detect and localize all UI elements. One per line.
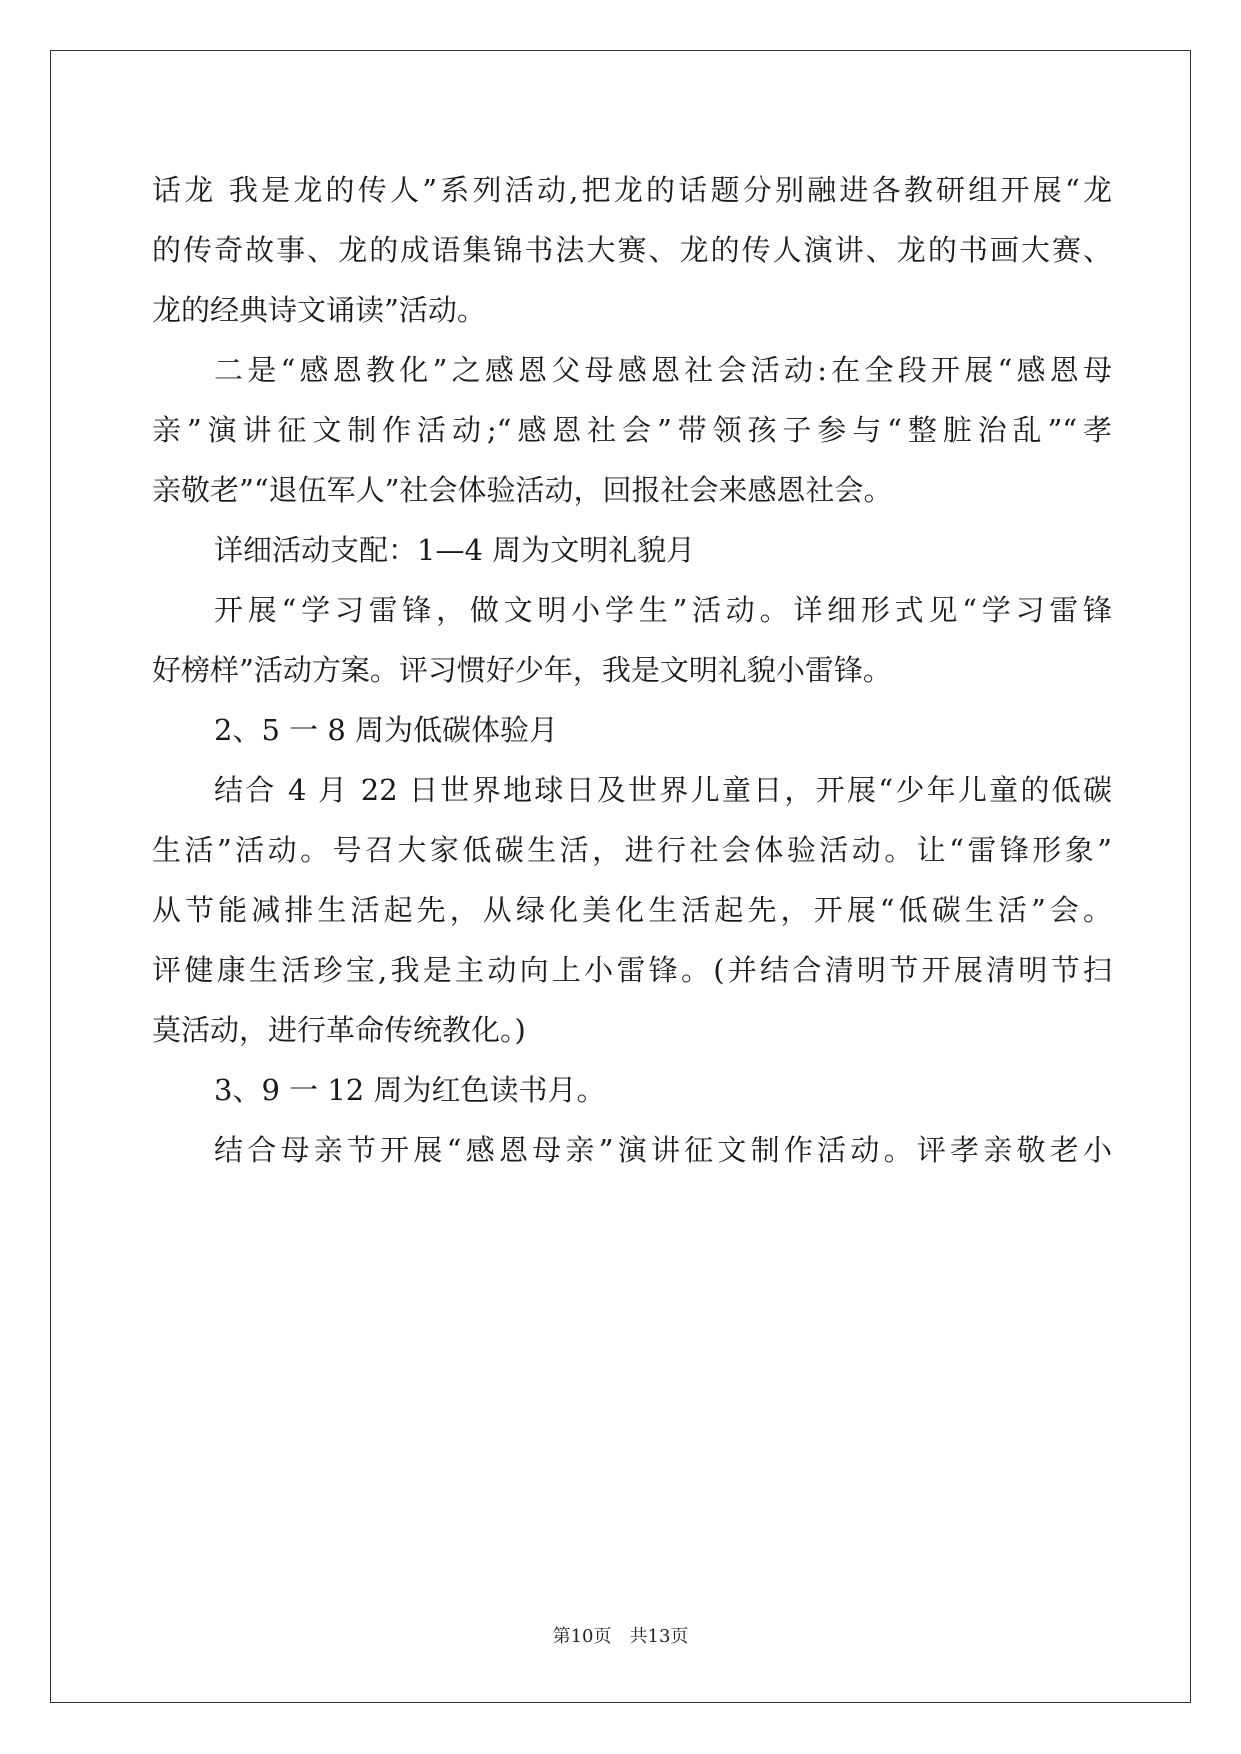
text-line-9: 好榜样”活动方案。评习惯好少年，我是文明礼貌小雷锋。 — [152, 653, 892, 687]
text-line-2: 的传奇故事、龙的成语集锦书法大赛、龙的传人演讲、龙的书画大赛、 — [152, 233, 1112, 267]
text-line-17: 结合母亲节开展“感恩母亲”演讲征文制作活动。评孝亲敬老小 — [214, 1133, 1112, 1167]
text-line-10: 2、5 一 8 周为低碳体验月 — [214, 713, 559, 747]
text-line-12: 生活”活动。号召大家低碳生活，进行社会体验活动。让“雷锋形象” — [152, 833, 1112, 867]
text-line-11: 结合 4 月 22 日世界地球日及世界儿童日，开展“少年儿童的低碳 — [214, 773, 1112, 807]
text-line-15: 莫活动，进行革命传统教化。) — [152, 1013, 526, 1047]
text-line-13: 从节能减排生活起先，从绿化美化生活起先，开展“低碳生活”会。 — [152, 893, 1112, 927]
document-body — [152, 160, 1112, 1180]
page-number-footer: 第10页 共13页 — [552, 1626, 689, 1647]
text-line-4: 二是“感恩教化”之感恩父母感恩社会活动:在全段开展“感恩母 — [214, 353, 1112, 387]
text-line-6: 亲敬老”“退伍军人”社会体验活动，回报社会来感恩社会。 — [152, 473, 893, 507]
text-line-14: 评健康生活珍宝,我是主动向上小雷锋。(并结合清明节开展清明节扫 — [152, 953, 1112, 987]
text-line-7: 详细活动支配：1—4 周为文明礼貌月 — [214, 533, 696, 567]
text-line-1: 话龙 我是龙的传人”系列活动,把龙的话题分别融进各教研组开展“龙 — [152, 173, 1112, 207]
text-line-5: 亲”演讲征文制作活动;“感恩社会”带领孩子参与“整脏治乱”“孝 — [152, 413, 1112, 447]
text-line-8: 开展“学习雷锋，做文明小学生”活动。详细形式见“学习雷锋 — [214, 593, 1112, 627]
text-line-16: 3、9 一 12 周为红色读书月。 — [214, 1073, 606, 1107]
text-line-3: 龙的经典诗文诵读”活动。 — [152, 293, 486, 327]
